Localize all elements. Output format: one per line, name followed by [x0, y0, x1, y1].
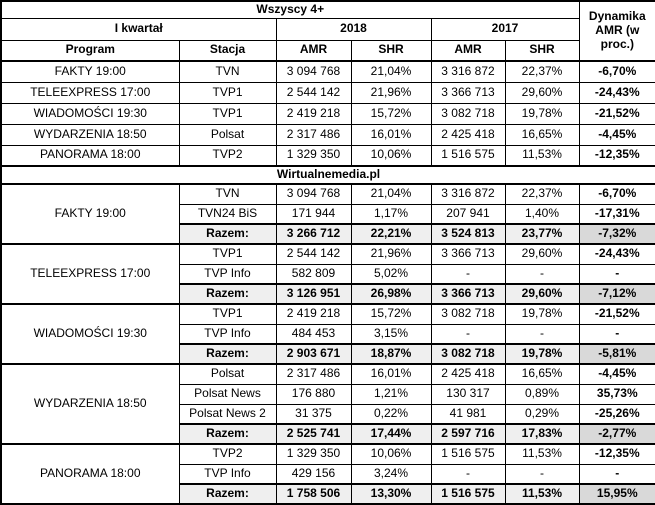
shr-2018-cell: 1,21%: [351, 384, 431, 404]
shr-2017-cell: 29,60%: [505, 284, 579, 304]
station-cell: TVP Info: [179, 264, 276, 284]
amr-2017-cell: -: [431, 324, 505, 344]
shr-2018-cell: 21,96%: [351, 82, 431, 103]
amr-2017-cell: 2 425 418: [431, 364, 505, 384]
program-cell: TELEEXPRESS 17:00: [1, 82, 179, 103]
amr-2018-cell: 3 126 951: [276, 284, 351, 304]
program-cell: TELEEXPRESS 17:00: [1, 244, 179, 304]
table-row: [1, 184, 655, 204]
total-label-cell: Razem:: [179, 224, 276, 244]
station-cell: Polsat News 2: [179, 404, 276, 424]
dynamics-cell: -4,45%: [579, 124, 655, 145]
amr-2017-cell: 1 516 575: [431, 484, 505, 504]
station-cell: Polsat: [179, 124, 276, 145]
program-cell: FAKTY 19:00: [1, 184, 179, 244]
station-cell: TVP1: [179, 244, 276, 264]
dynamics-cell: -17,31%: [579, 204, 655, 224]
total-label-cell: Razem:: [179, 484, 276, 504]
table-row: [1, 166, 655, 184]
dynamics-cell: -: [579, 464, 655, 484]
amr-2018-cell: 3 094 768: [276, 61, 351, 82]
shr-2018-cell: 15,72%: [351, 103, 431, 124]
amr-2018-cell: 2 419 218: [276, 103, 351, 124]
table-row: [1, 244, 655, 264]
shr-2017-cell: 16,65%: [505, 364, 579, 384]
amr-2017-cell: 2 425 418: [431, 124, 505, 145]
amr-2018-cell: 3 266 712: [276, 224, 351, 244]
program-cell: WIADOMOŚCI 19:30: [1, 103, 179, 124]
shr-2018-column-header: SHR: [351, 40, 431, 61]
station-cell: TVP1: [179, 304, 276, 324]
amr-2018-cell: 3 094 768: [276, 184, 351, 204]
dynamics-cell: -5,81%: [579, 344, 655, 364]
shr-2018-cell: 0,22%: [351, 404, 431, 424]
station-cell: TVP2: [179, 444, 276, 464]
program-cell: FAKTY 19:00: [1, 61, 179, 82]
shr-2017-cell: 11,53%: [505, 145, 579, 166]
amr-2018-cell: 2 903 671: [276, 344, 351, 364]
amr-2017-cell: 3 366 713: [431, 284, 505, 304]
shr-2017-cell: 19,78%: [505, 344, 579, 364]
amr-2017-cell: 3 366 713: [431, 244, 505, 264]
shr-2018-cell: 3,24%: [351, 464, 431, 484]
shr-2018-cell: 1,17%: [351, 204, 431, 224]
shr-2018-cell: 3,15%: [351, 324, 431, 344]
station-cell: TVP2: [179, 145, 276, 166]
station-cell: Polsat: [179, 364, 276, 384]
shr-2017-cell: 16,65%: [505, 124, 579, 145]
amr-2018-cell: 176 880: [276, 384, 351, 404]
shr-2018-cell: 15,72%: [351, 304, 431, 324]
shr-2017-cell: 0,89%: [505, 384, 579, 404]
dynamics-cell: -24,43%: [579, 82, 655, 103]
dynamics-cell: -25,26%: [579, 404, 655, 424]
shr-2017-cell: 22,37%: [505, 184, 579, 204]
total-label-cell: Razem:: [179, 424, 276, 444]
amr-2018-cell: 2 544 142: [276, 82, 351, 103]
shr-2018-cell: 21,96%: [351, 244, 431, 264]
program-cell: PANORAMA 18:00: [1, 145, 179, 166]
dynamics-cell: -2,77%: [579, 424, 655, 444]
amr-2018-cell: 2 544 142: [276, 244, 351, 264]
amr-2018-cell: 2 317 486: [276, 124, 351, 145]
program-cell: WIADOMOŚCI 19:30: [1, 304, 179, 364]
shr-2018-cell: 13,30%: [351, 484, 431, 504]
total-label-cell: Razem:: [179, 284, 276, 304]
shr-2018-cell: 21,04%: [351, 61, 431, 82]
amr-2017-cell: 1 516 575: [431, 145, 505, 166]
table-row: [1, 61, 655, 82]
amr-2018-cell: 31 375: [276, 404, 351, 424]
shr-2018-cell: 18,87%: [351, 344, 431, 364]
audience-header: Wszyscy 4+: [1, 1, 579, 18]
shr-2017-cell: -: [505, 264, 579, 284]
amr-2018-cell: 582 809: [276, 264, 351, 284]
shr-2018-cell: 21,04%: [351, 184, 431, 204]
dynamics-cell: -: [579, 324, 655, 344]
amr-2017-cell: 3 316 872: [431, 184, 505, 204]
amr-2018-cell: 2 525 741: [276, 424, 351, 444]
dynamics-cell: -7,12%: [579, 284, 655, 304]
shr-2017-column-header: SHR: [505, 40, 579, 61]
shr-2018-cell: 16,01%: [351, 124, 431, 145]
shr-2017-cell: 19,78%: [505, 103, 579, 124]
amr-2017-cell: 3 082 718: [431, 103, 505, 124]
dynamics-cell: 35,73%: [579, 384, 655, 404]
table-row: [1, 304, 655, 324]
amr-2017-cell: 41 981: [431, 404, 505, 424]
amr-2017-cell: 130 317: [431, 384, 505, 404]
shr-2018-cell: 10,06%: [351, 444, 431, 464]
table-row: [1, 124, 655, 145]
year-2018-header: 2018: [276, 18, 431, 40]
table-row: [1, 364, 655, 384]
table-row: [1, 1, 655, 18]
shr-2017-cell: 23,77%: [505, 224, 579, 244]
shr-2017-cell: 19,78%: [505, 304, 579, 324]
amr-2017-column-header: AMR: [431, 40, 505, 61]
shr-2017-cell: 1,40%: [505, 204, 579, 224]
amr-2017-cell: 3 082 718: [431, 304, 505, 324]
source-divider: Wirtualnemedia.pl: [1, 166, 655, 184]
shr-2017-cell: -: [505, 324, 579, 344]
dynamics-header: Dynamika AMR (w proc.): [579, 1, 655, 61]
amr-2018-cell: 429 156: [276, 464, 351, 484]
amr-2017-cell: 1 516 575: [431, 444, 505, 464]
shr-2018-cell: 17,44%: [351, 424, 431, 444]
shr-2017-cell: -: [505, 464, 579, 484]
program-cell: WYDARZENIA 18:50: [1, 124, 179, 145]
table-row: [1, 103, 655, 124]
amr-2017-cell: 2 597 716: [431, 424, 505, 444]
table-row: [1, 18, 655, 40]
amr-2018-cell: 171 944: [276, 204, 351, 224]
amr-2018-cell: 2 317 486: [276, 364, 351, 384]
table-row: [1, 444, 655, 464]
dynamics-cell: 15,95%: [579, 484, 655, 504]
amr-2018-cell: 1 329 350: [276, 444, 351, 464]
program-cell: PANORAMA 18:00: [1, 444, 179, 504]
shr-2018-cell: 26,98%: [351, 284, 431, 304]
shr-2017-cell: 11,53%: [505, 444, 579, 464]
amr-2018-column-header: AMR: [276, 40, 351, 61]
table-row: [1, 82, 655, 103]
program-cell: WYDARZENIA 18:50: [1, 364, 179, 444]
shr-2017-cell: 22,37%: [505, 61, 579, 82]
dynamics-cell: -6,70%: [579, 61, 655, 82]
shr-2018-cell: 22,21%: [351, 224, 431, 244]
dynamics-cell: -24,43%: [579, 244, 655, 264]
shr-2017-cell: 17,83%: [505, 424, 579, 444]
station-cell: Polsat News: [179, 384, 276, 404]
shr-2017-cell: 0,29%: [505, 404, 579, 424]
station-cell: TVP1: [179, 82, 276, 103]
amr-2017-cell: 207 941: [431, 204, 505, 224]
dynamics-cell: -4,45%: [579, 364, 655, 384]
amr-2017-cell: -: [431, 264, 505, 284]
station-cell: TVP Info: [179, 324, 276, 344]
dynamics-cell: -21,52%: [579, 304, 655, 324]
amr-2018-cell: 2 419 218: [276, 304, 351, 324]
shr-2017-cell: 11,53%: [505, 484, 579, 504]
station-cell: TVP Info: [179, 464, 276, 484]
amr-2017-cell: 3 082 718: [431, 344, 505, 364]
table-row: [1, 40, 655, 61]
dynamics-cell: -12,35%: [579, 444, 655, 464]
station-column-header: Stacja: [179, 40, 276, 61]
station-cell: TVN24 BiS: [179, 204, 276, 224]
station-cell: TVN: [179, 61, 276, 82]
shr-2018-cell: 16,01%: [351, 364, 431, 384]
period-header: I kwartał: [1, 18, 276, 40]
dynamics-cell: -12,35%: [579, 145, 655, 166]
shr-2018-cell: 5,02%: [351, 264, 431, 284]
shr-2017-cell: 29,60%: [505, 244, 579, 264]
station-cell: TVN: [179, 184, 276, 204]
program-column-header: Program: [1, 40, 179, 61]
dynamics-cell: -7,32%: [579, 224, 655, 244]
amr-2017-cell: 3 524 813: [431, 224, 505, 244]
amr-2018-cell: 1 329 350: [276, 145, 351, 166]
dynamics-cell: -6,70%: [579, 184, 655, 204]
shr-2017-cell: 29,60%: [505, 82, 579, 103]
amr-2017-cell: 3 316 872: [431, 61, 505, 82]
dynamics-cell: -21,52%: [579, 103, 655, 124]
shr-2018-cell: 10,06%: [351, 145, 431, 166]
amr-2018-cell: 484 453: [276, 324, 351, 344]
year-2017-header: 2017: [431, 18, 579, 40]
table-row: [1, 145, 655, 166]
total-label-cell: Razem:: [179, 344, 276, 364]
amr-2017-cell: -: [431, 464, 505, 484]
amr-2018-cell: 1 758 506: [276, 484, 351, 504]
dynamics-cell: -: [579, 264, 655, 284]
station-cell: TVP1: [179, 103, 276, 124]
amr-2017-cell: 3 366 713: [431, 82, 505, 103]
